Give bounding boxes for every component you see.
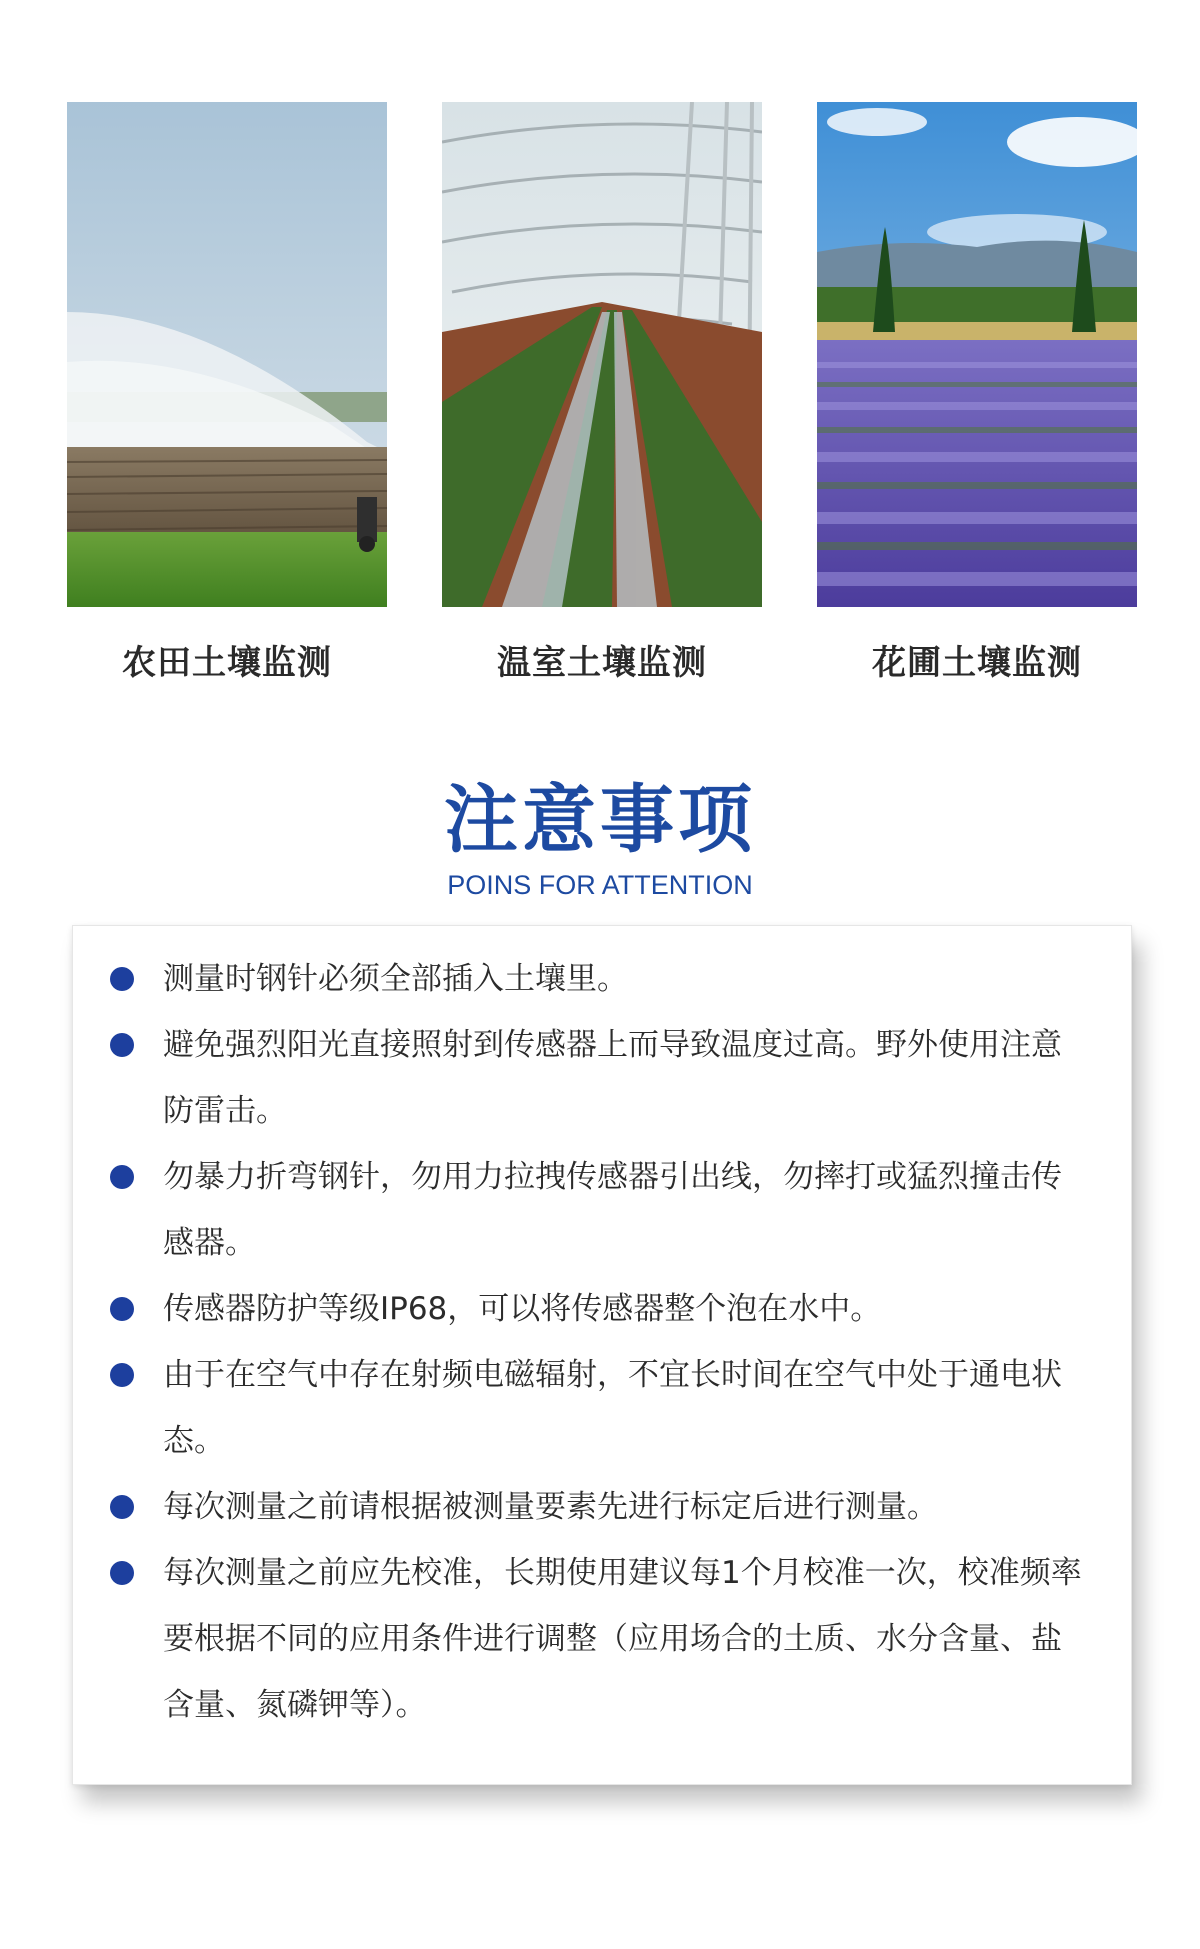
attention-item-text: 由于在空气中存在射频电磁辐射，不宜长时间在空气中处于通电状态。 <box>163 1357 1062 1459</box>
farmland-caption: 农田土壤监测 <box>122 643 332 683</box>
attention-card <box>72 925 1132 1785</box>
flowerbed-photo <box>817 102 1137 607</box>
farmland-sprinkler-image <box>67 102 387 607</box>
attention-item-text: 每次测量之前应先校准，长期使用建议每1个月校准一次，校准频率要根据不同的应用条件进行调整（应用场合的土质、水分含量、盐含量、氮磷钾等）。 <box>163 1555 1082 1723</box>
bullet-dot-icon <box>110 1297 134 1321</box>
attention-title: 注意事项 <box>444 777 756 863</box>
greenhouse-rows-image <box>442 102 762 607</box>
bullet-dot-icon <box>110 1495 134 1519</box>
attention-item <box>73 1474 1131 1540</box>
attention-item <box>73 1012 1131 1144</box>
farmland-photo <box>67 102 387 607</box>
attention-item <box>73 1540 1131 1738</box>
attention-item <box>73 946 1131 1012</box>
bullet-dot-icon <box>110 1561 134 1585</box>
bullet-dot-icon <box>110 1033 134 1057</box>
attention-list <box>73 946 1131 1738</box>
attention-subtitle: POINS FOR ATTENTION <box>447 870 753 900</box>
attention-item-text: 避免强烈阳光直接照射到传感器上而导致温度过高。野外使用注意防雷击。 <box>163 1027 1062 1129</box>
bullet-dot-icon <box>110 1363 134 1387</box>
greenhouse-caption: 温室土壤监测 <box>497 643 707 683</box>
bullet-dot-icon <box>110 1165 134 1189</box>
attention-item <box>73 1342 1131 1474</box>
attention-item-text: 传感器防护等级IP68，可以将传感器整个泡在水中。 <box>163 1291 882 1327</box>
bullet-dot-icon <box>110 967 134 991</box>
attention-item-text: 每次测量之前请根据被测量要素先进行标定后进行测量。 <box>163 1489 938 1525</box>
attention-item <box>73 1276 1131 1342</box>
flowerbed-caption: 花圃土壤监测 <box>872 643 1082 683</box>
lavender-field-image <box>817 102 1137 607</box>
attention-item-text: 测量时钢针必须全部插入土壤里。 <box>163 961 628 997</box>
attention-item-text: 勿暴力折弯钢针，勿用力拉拽传感器引出线，勿摔打或猛烈撞击传感器。 <box>163 1159 1062 1261</box>
greenhouse-photo <box>442 102 762 607</box>
attention-item <box>73 1144 1131 1276</box>
